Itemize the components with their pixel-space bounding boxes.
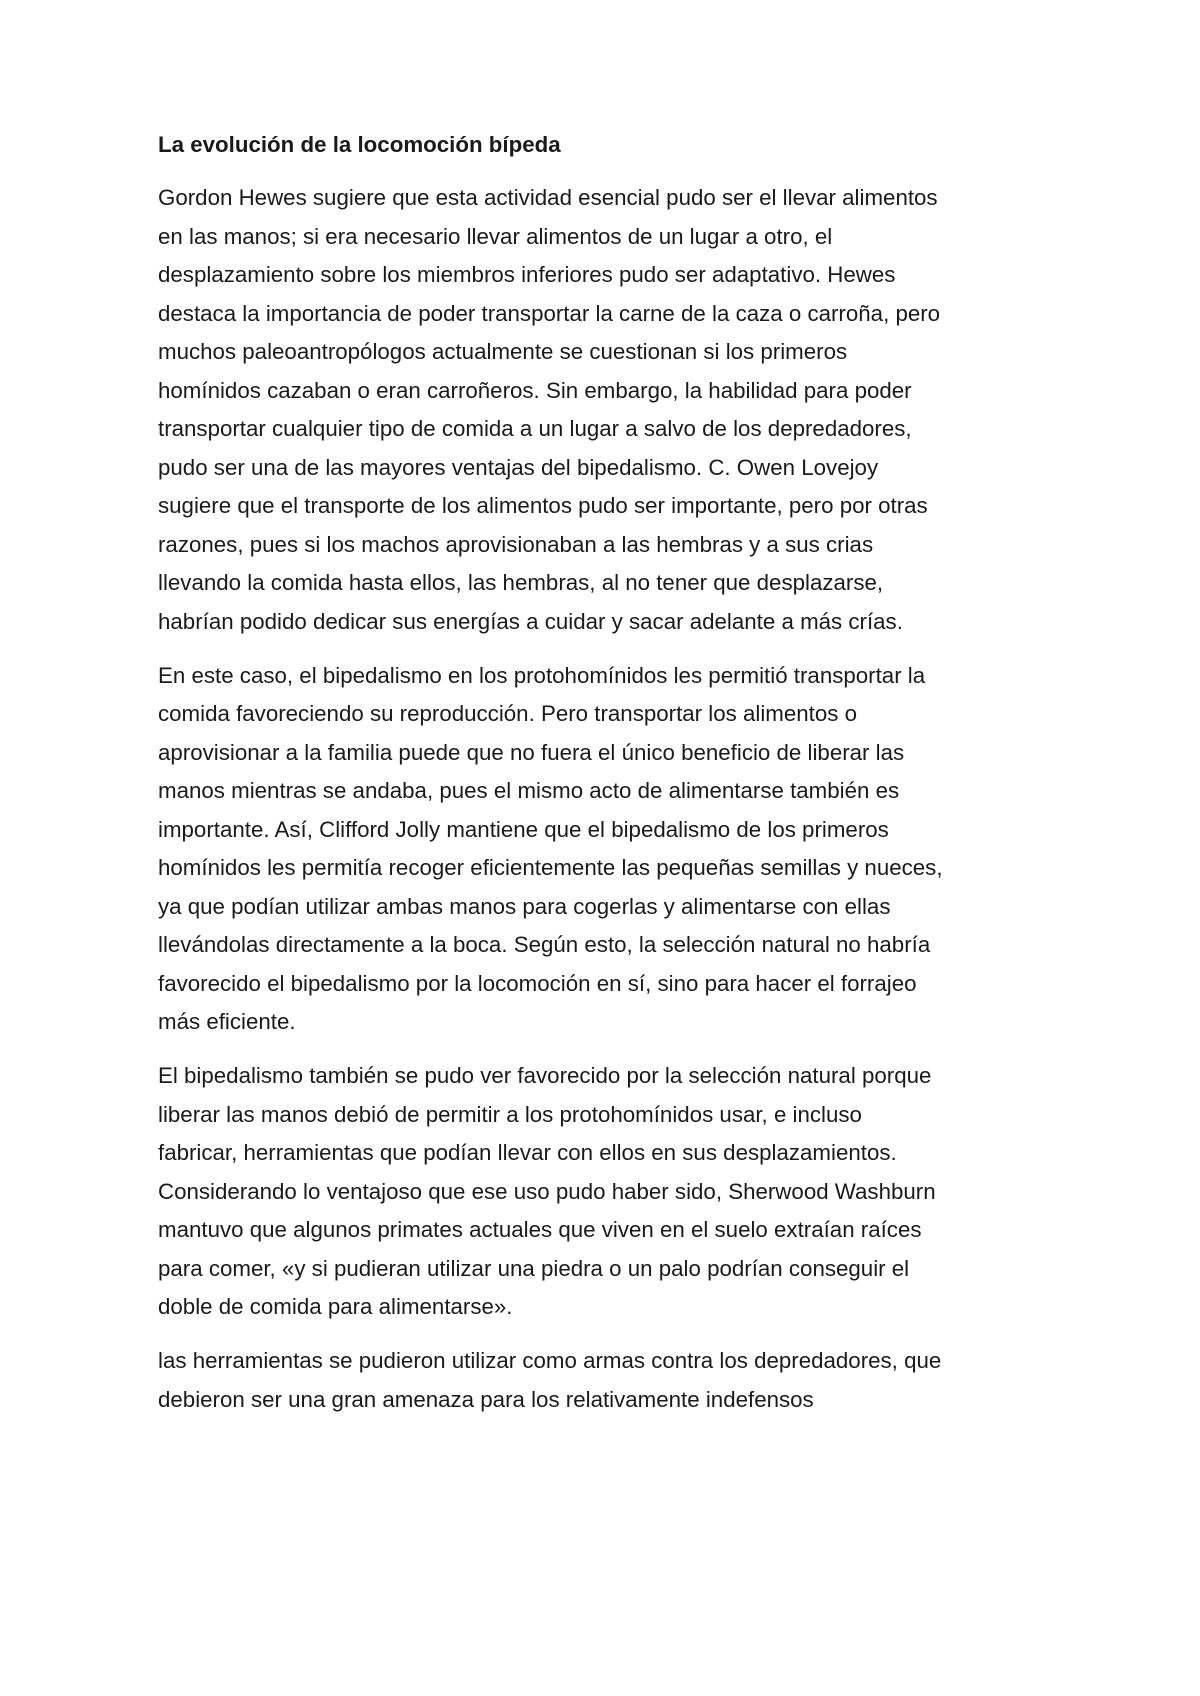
text-line: importante. Así, Clifford Jolly mantiene que el bipedalismo de los primeros xyxy=(158,816,889,842)
text-line: habrían podido dedicar sus energías a cuidar y sacar adelante a más crías. xyxy=(158,608,903,634)
text-line: fabricar, herramientas que podían llevar con ellos en sus desplazamientos. xyxy=(158,1140,897,1165)
text-line: razones, pues si los machos aprovisionaban a las hembras y a sus crias xyxy=(158,531,874,557)
text-line: manos mientras se andaba, pues el mismo acto de alimentarse también es xyxy=(158,778,900,803)
text-line: desplazamiento sobre los miembros inferiores pudo ser adaptativo. Hewes xyxy=(158,262,896,287)
text-line: mantuvo que algunos primates actuales que viven en el suelo extraían raíces xyxy=(158,1217,922,1242)
text-line: aprovisionar a la familia puede que no fuera el único beneficio de liberar las xyxy=(158,739,905,765)
paragraph xyxy=(158,657,1058,1042)
document-title: La evolución de la locomoción bípeda xyxy=(158,132,561,157)
text-line: ya que podían utilizar ambas manos para cogerlas y alimentarse con ellas xyxy=(158,893,891,919)
text-line: El bipedalismo también se pudo ver favorecido por la selección natural porque xyxy=(158,1063,932,1088)
text-line: liberar las manos debió de permitir a los protohomínidos usar, e incluso xyxy=(158,1101,862,1127)
text-line: En este caso, el bipedalismo en los protohomínidos les permitió transportar la xyxy=(158,662,926,688)
text-line: homínidos cazaban o eran carroñeros. Sin embargo, la habilidad para poder xyxy=(158,377,912,403)
paragraph xyxy=(158,1342,1058,1419)
paragraph xyxy=(158,179,1058,641)
text-line: transportar cualquier tipo de comida a un lugar a salvo de los depredadores, xyxy=(158,416,912,441)
text-line: más eficiente. xyxy=(158,1009,296,1034)
text-line: para comer, «y si pudieran utilizar una piedra o un palo podrían conseguir el xyxy=(158,1255,910,1281)
text-line: homínidos les permitía recoger eficientemente las pequeñas semillas y nueces, xyxy=(158,855,943,880)
text-line: favorecido el bipedalismo por la locomoción en sí, sino para hacer el forrajeo xyxy=(158,970,917,996)
text-line: las herramientas se pudieron utilizar como armas contra los depredadores, que xyxy=(158,1348,942,1373)
paragraph xyxy=(158,1057,1058,1327)
text-line: muchos paleoantropólogos actualmente se cuestionan si los primeros xyxy=(158,339,848,364)
text-line: llevándolas directamente a la boca. Según esto, la selección natural no habría xyxy=(158,932,931,957)
text-line: llevando la comida hasta ellos, las hembras, al no tener que desplazarse, xyxy=(158,570,884,595)
document-body xyxy=(158,126,1058,1435)
text-line: Considerando lo ventajoso que ese uso pudo haber sido, Sherwood Washburn xyxy=(158,1178,936,1204)
text-line: Gordon Hewes sugiere que esta actividad esencial pudo ser el llevar alimentos xyxy=(158,185,938,210)
text-line: destaca la importancia de poder transportar la carne de la caza o carroña, pero xyxy=(158,300,941,326)
text-line: comida favoreciendo su reproducción. Pero transportar los alimentos o xyxy=(158,701,857,726)
text-line: sugiere que el transporte de los alimentos pudo ser importante, pero por otras xyxy=(158,493,928,518)
text-line: pudo ser una de las mayores ventajas del bipedalismo. C. Owen Lovejoy xyxy=(158,454,879,480)
text-line: en las manos; si era necesario llevar alimentos de un lugar a otro, el xyxy=(158,223,833,249)
text-line: doble de comida para alimentarse». xyxy=(158,1294,513,1319)
text-line: debieron ser una gran amenaza para los relativamente indefensos xyxy=(158,1386,814,1412)
